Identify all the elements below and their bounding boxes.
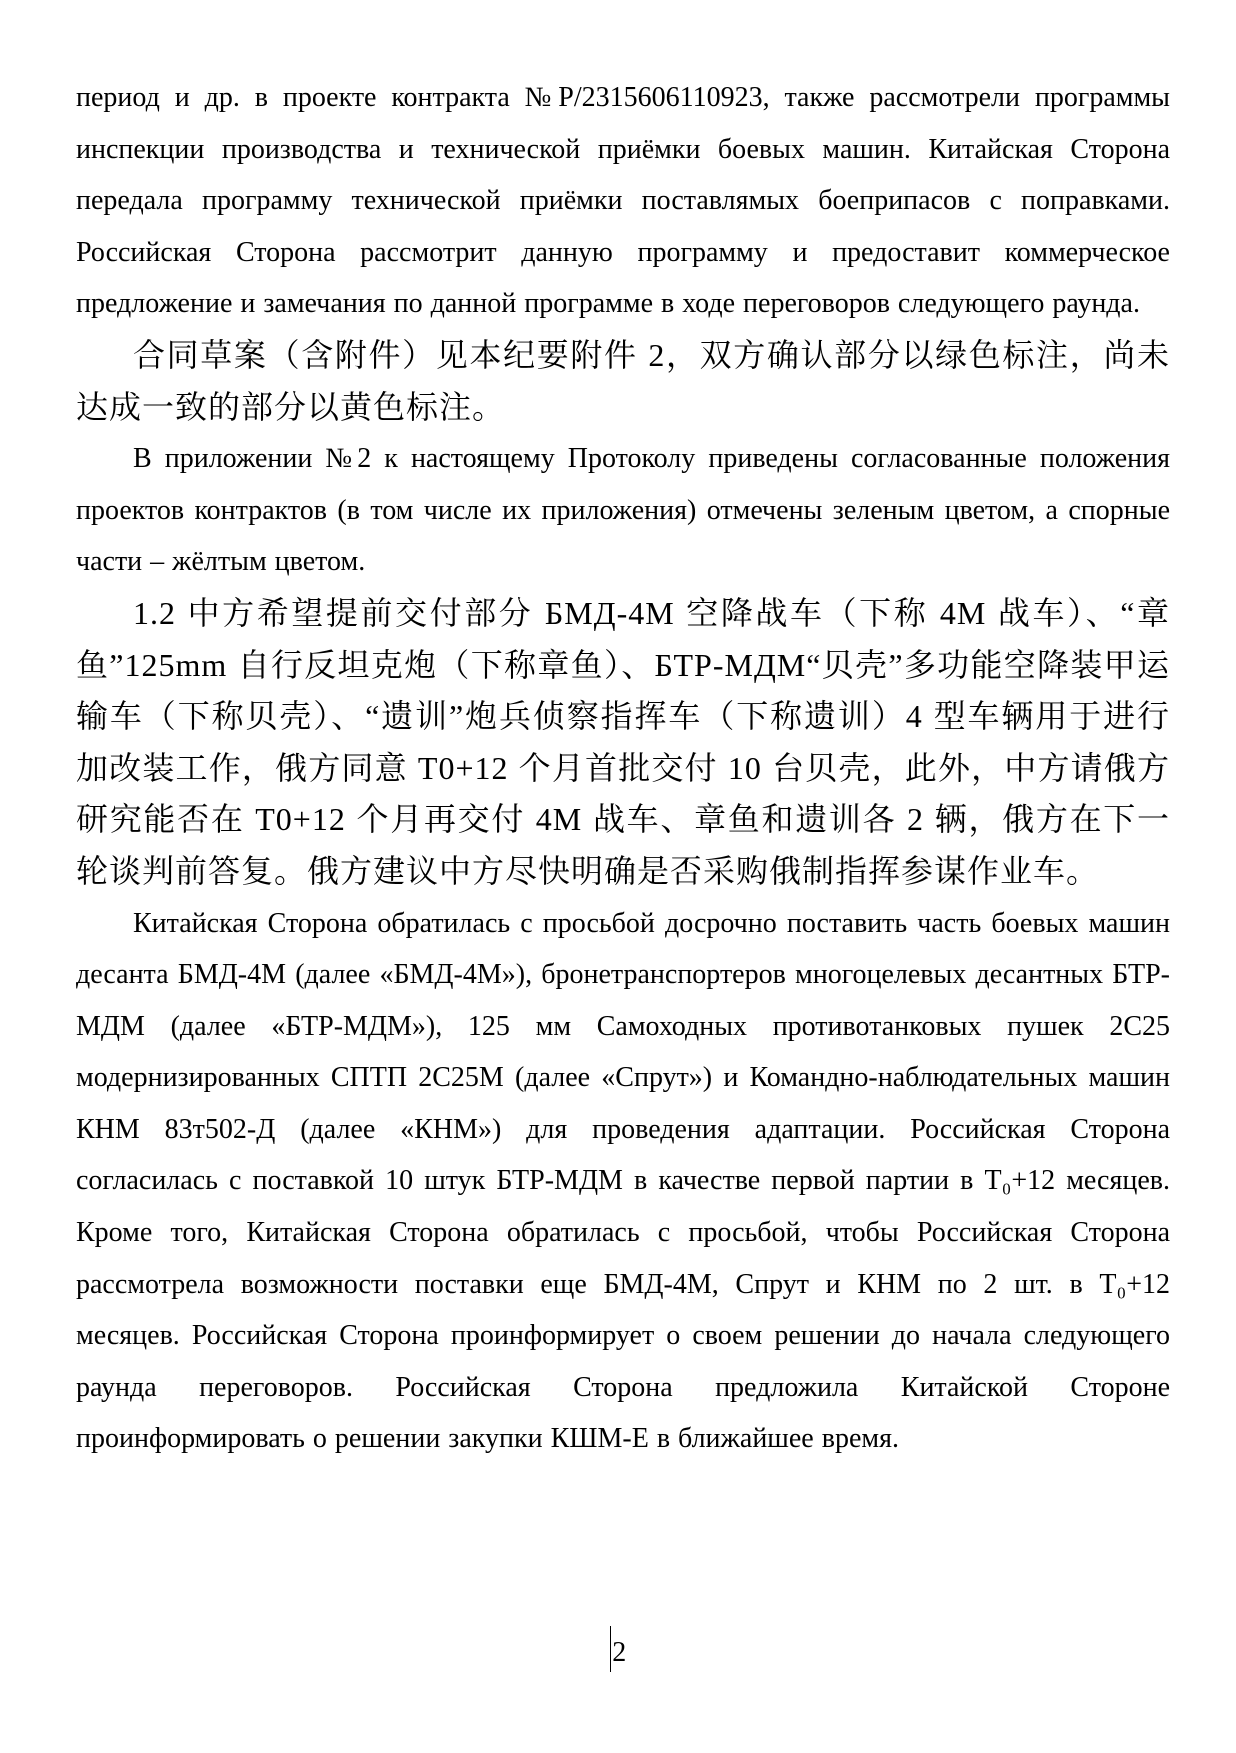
paragraph-1-2-early-delivery-zh: 1.2 中方希望提前交付部分 БМД-4М 空降战车（下称 4М 战车）、“章鱼”125mm 自行反坦克炮（下称章鱼）、БТР-МДМ“贝壳”多功能空降装甲运输车（下称贝壳）、“遗训”炮兵侦察指挥车（下称遗训）4 型车辆用于进行加改装工作，俄方同意 T0+12 个月首批交付 10 台贝壳，此外，中方请俄方研究能否在 T0+12 个月再交付 4M 战车、章鱼和遗训各 2 辆，俄方在下一轮谈判前答复。俄方建议中方尽快明确是否采购俄制指挥参谋作业车。: [76, 594, 1170, 889]
paragraph-contract-draft-annex-zh: 合同草案（含附件）见本纪要附件 2，双方确认部分以绿色标注，尚未达成一致的部分以黄色标注。: [76, 336, 1170, 425]
paragraph-annex2-color-marking-ru: В приложении №2 к настоящему Протоколу приведены согласованные положения проектов контрактов (в том числе их приложения) отмечены зеленым цветом, а спорные части – жёлтым цветом.: [76, 443, 1170, 578]
paragraph-contract-acceptance-programs-ru: период и др. в проекте контракта №Р/2315606110923, также рассмотрели программы инспекции производства и технической приёмки боевых машин. Китайская Сторона передала программу технической приёмки поставлямых боеприпасов с поправками. Российская Сторона рассмотрит данную программу и предоставит коммерческое предложение и замечания по данной программе в ходе переговоров следующего раунда.: [76, 82, 1170, 320]
page-number: 2: [612, 1637, 627, 1668]
page-footer: [0, 1626, 1236, 1676]
paragraph-early-delivery-request-ru: Китайская Сторона обратилась с просьбой досрочно поставить часть боевых машин десанта БМД-4М (далее «БМД-4М»), бронетранспортеров многоцелевых десантных БТР-МДМ (далее «БТР-МДМ»), 125 мм Самоходных противотанковых пушек 2С25 модернизированных СПТП 2С25М (далее «Спрут») и Командно-наблюдательных машин КНМ 83т502-Д (далее «КНМ») для проведения адаптации. Российская Сторона согласилась с поставкой 10 штук БТР-МДМ в качестве первой партии в Т₀+12 месяцев. Кроме того, Китайская Сторона обратилась с просьбой, чтобы Российская Сторона рассмотрела возможности поставки еще БМД-4М, Спрут и КНМ по 2 шт. в Т₀+12 месяцев. Российская Сторона проинформирует о своем решении до начала следующего раунда переговоров. Российская Сторона предложила Китайской Стороне проинформировать о решении закупки КШМ-Е в ближайшее время.: [76, 907, 1170, 1455]
